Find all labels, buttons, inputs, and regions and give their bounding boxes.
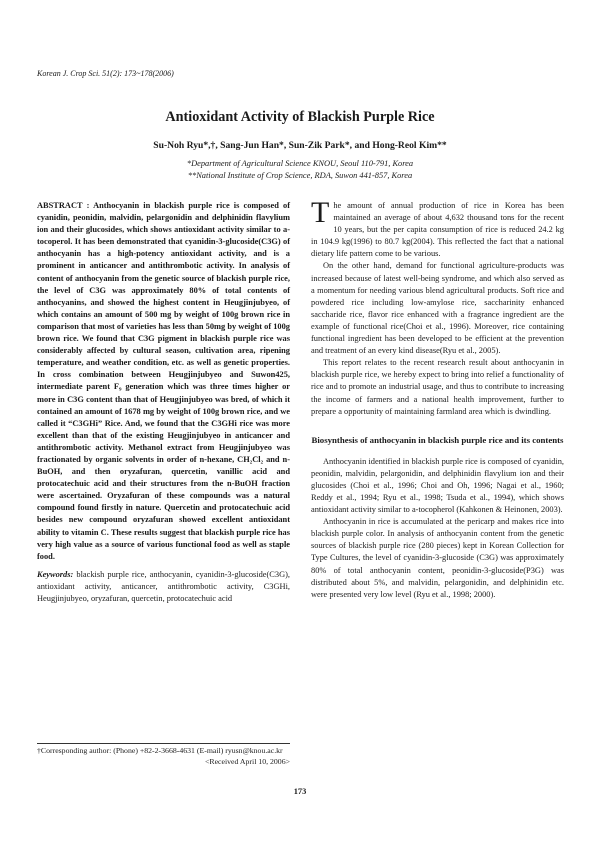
received-date: <Received April 10, 2006> (204, 756, 290, 766)
intro-paragraph-3: This report relates to the recent research result about anthocyanin in blackish purple rice, we hereby expect to bring into relief a functionality of rice and to promote an industrial usage, and thus to contribute to increasing the income of farmers and a national health improvement, further to prepare a opportunity of maintaining farmland area which is dwindling. (311, 358, 564, 416)
intro-paragraph-2: On the other hand, demand for functional agriculture-products was increased because of latest well-being syndrome, and which also served as a momentum for needing various blend agricultural products. Soft rice and powdered rice including low-amylose rice, saccharinity enhanced saccharide rice, flavor rice enhanced with a fragrance ingredient are the example of functional rice(Choi et al., 1996). Moreover, rice containing functional ingredient has been developed to be efficient at the prevention and treatment of an every kind disease(Ryu et al., 2005). (311, 261, 564, 356)
keywords-label: Keywords: (37, 569, 74, 579)
keywords (37, 569, 290, 605)
drop-cap: T (311, 196, 330, 229)
page-number: 173 (293, 787, 307, 796)
paper-title: Antioxidant Activity of Blackish Purple Rice (165, 109, 435, 125)
left-column (37, 200, 290, 605)
affiliation-2: **National Institute of Crop Science, RDA, Suwon 441-857, Korea (187, 171, 413, 180)
abstract (37, 200, 290, 563)
section-paragraph-1: Anthocyanin identified in blackish purple rice is composed of cyanidin, peonidin, malvidin, pelargonidin, and delphinidin flavylium ion and their glucosides (Choi et al., 1996; Choi and Oh, 1996; Nagai et al., 1960; Reddy et al., 1994; Ryu et al., 1998; Tsuda et al., 1994), which shows antioxidant activity similar to a-tocopherol (Kahkonen & Heinonen, 2003). (311, 456, 564, 515)
corresponding-author: †Corresponding author: (Phone) +82-2-3668-4631 (E-mail) ryusn@knou.ac.kr (37, 746, 283, 755)
journal-reference: Korean J. Crop Sci. 51(2): 173~178(2006) (37, 69, 174, 78)
right-column (311, 196, 564, 601)
footnote (37, 746, 290, 767)
abstract-label: ABSTRACT : (37, 201, 90, 210)
section-paragraph-2: Anthocyanin in rice is accumulated at the pericarp and makes rice into blackish purple color. In analysis of anthocyanin content from the genetic sources of blackish purple rice (280 pieces) kept in Korean Collection for Type Cultures, the level of cyanidin-3-glucoside (C3G) was approximately 80% of total anthocyanin content, peonidin-3-glucoside(P3G) was distributed about 5%, and malvidin, pelargonidin, and delphinidin etc. were presented very low level (Ryu et al., 1998; 2000). (311, 517, 564, 599)
author-list: Su-Noh Ryu*,†, Sang-Jun Han*, Sun-Zik Park*, and Hong-Reol Kim** (153, 140, 447, 151)
section-heading: Biosynthesis of anthocyanin in blackish purple rice and its contents (311, 434, 564, 445)
intro-paragraph-1-text: he amount of annual production of rice in Korea has been maintained an average of about 4,632 thousand tons for the recent 10 years, but the per capita consumption of rice is reduced 24.2 kg in 104.9 kg(1996) to 80.7 kg(2004). This reflected the fact that a national dietary life pattern come to be various. (311, 201, 564, 259)
affiliation-1: *Department of Agricultural Science KNOU, Seoul 110-791, Korea (186, 159, 414, 168)
intro-paragraph-1 (311, 196, 564, 260)
abstract-text: Anthocyanin in blackish purple rice is composed of cyanidin, peonidin, malvidin, pelargonidin and delphinidin flavylium ion and their glucosides, which shows antioxidant activity similar to a-tocoperol. It has been demonstrated that cyanidin-3-glucoside(C3G) of anthocyanin has a high-potency antioxidant activity, and is a prominent in anticancer and antithrombotic activity. In analysis of content of anthocyanin from the genetic source of blackish purple rice, the level of C3G was approximately 80% of total contents of anthocyanins, and showed the highest content in Heugjinjubyeo, of which contains an amount of 500 mg by weight of 100g brown rice in comparison that most of varieties has less than 50mg by weight of 100g brown rice. We found that C3G pigment in blackish purple rice was considerably affected by cultural season, cultivation area, ripening temperature, and weather condition, etc. as well as genetic properties. In cross combination between Heugjinjubyeo and Suwon425, intermediate parent F₉ generation which was three times higher or more in C3G content than that of Heugjinjubyeo was bred, of which it contained an amount of 1678 mg by weight of 100g brown rice, and we called it “C3GHi” Rice. And, we found that the C3GHi rice was more excellent than that of the existing Heugjinjubyeo in anticancer and antithrombotic activity. Methanol extract from Heugjinjubyeo was fractionated by organic solvents in order of n-hexane, CH₂Cl₂ and n-BuOH, and then oryzafuran, quercetin, vanillic acid and protocatechuic acid and their structures from the n-BuOH fraction were ascertained. Oryzafuran of these compounds was a natural compound found firstly in nature. Quercetin and protocatechuic acid besides new compound oryzafuran showed excellent antioxidant ability to vitamin C. These results suggest that blackish purple rice has very high value as a source of various functional food as well as staple food. (37, 201, 290, 561)
keywords-text: blackish purple rice, anthocyanin, cyanidin-3-glucoside(C3G), antioxidant activity, anticancer, antithrombotic activity, C3GHi, Heugjinjubyeo, oryzafuran, quercetin, protocatechuic acid (37, 569, 290, 603)
footnote-divider (37, 743, 290, 744)
